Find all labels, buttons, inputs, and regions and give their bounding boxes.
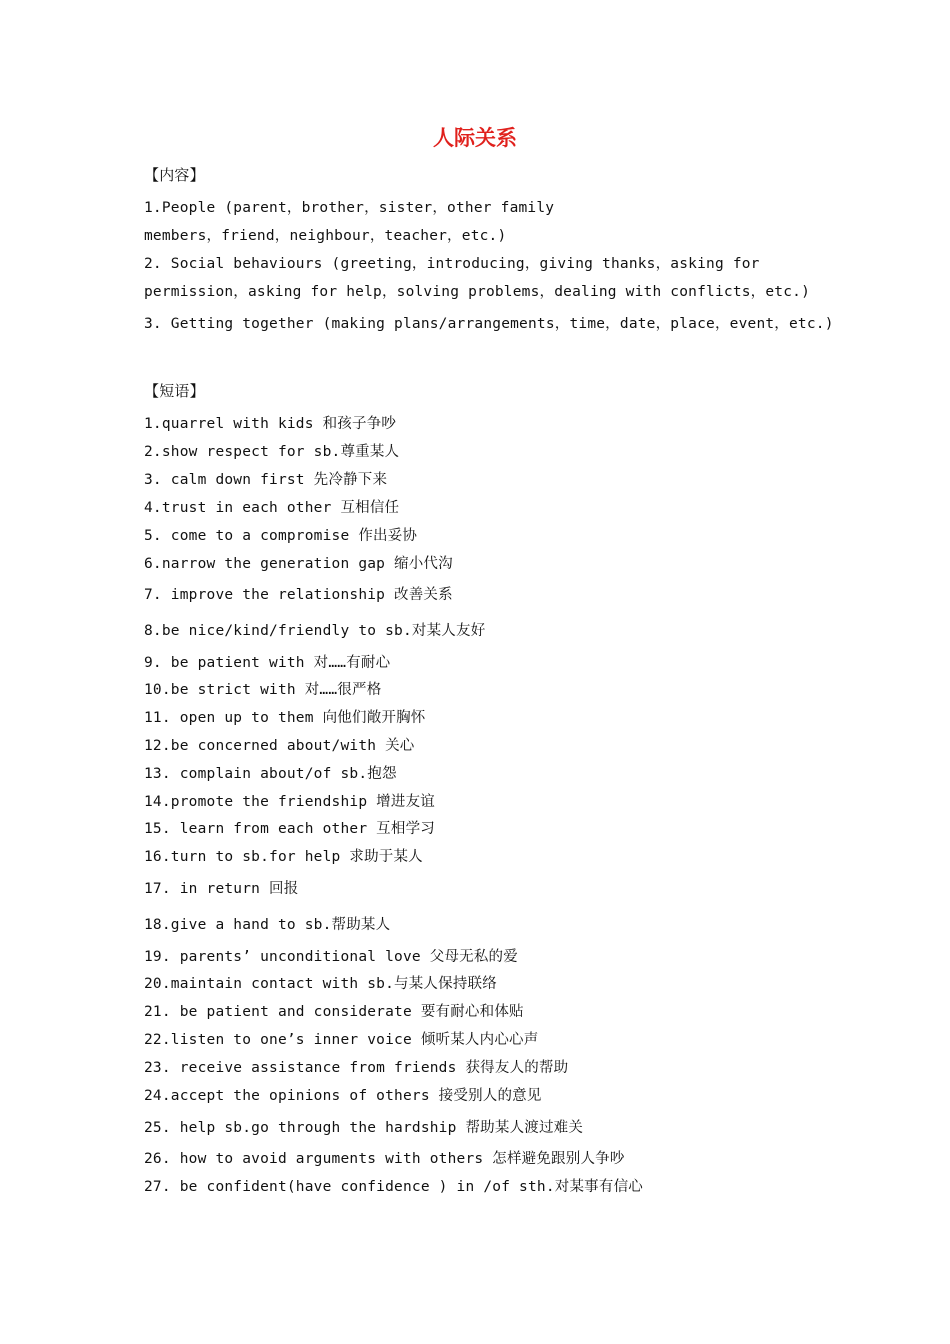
phrase-item: 17. in return 回报: [144, 881, 299, 897]
phrase-item: 15. learn from each other 互相学习: [144, 821, 435, 837]
content-line: permission，asking for help，solving problems，dealing with conflicts，etc.): [144, 284, 811, 300]
phrase-item: 11. open up to them 向他们敞开胸怀: [144, 710, 426, 726]
phrase-item: 9. be patient with 对……有耐心: [144, 655, 391, 671]
phrase-item: 16.turn to sb.for help 求助于某人: [144, 849, 423, 865]
phrase-item: 5. come to a compromise 作出妥协: [144, 528, 418, 544]
phrase-item: 2.show respect for sb.尊重某人: [144, 444, 400, 460]
content-line: members，friend，neighbour，teacher，etc.): [144, 228, 507, 244]
phrase-item: 19. parents’ unconditional love 父母无私的爱: [144, 949, 518, 965]
phrase-item: 4.trust in each other 互相信任: [144, 500, 400, 516]
phrase-item: 25. help sb.go through the hardship 帮助某人渡过难关: [144, 1120, 584, 1136]
content-line: 2. Social behaviours (greeting，introducing，giving thanks，asking for: [144, 256, 760, 272]
phrases-heading: 【短语】: [144, 382, 205, 400]
phrase-item: 8.be nice/kind/friendly to sb.对某人友好: [144, 623, 486, 639]
phrase-item: 23. receive assistance from friends 获得友人的帮助: [144, 1060, 569, 1076]
phrase-item: 6.narrow the generation gap 缩小代沟: [144, 556, 453, 572]
phrase-item: 26. how to avoid arguments with others 怎样避免跟别人争吵: [144, 1151, 625, 1167]
phrase-item: 12.be concerned about/with 关心: [144, 738, 415, 754]
content-heading: 【内容】: [144, 166, 205, 184]
page-title: 人际关系: [433, 126, 517, 150]
phrase-item: 13. complain about/of sb.抱怨: [144, 766, 397, 782]
phrase-item: 27. be confident(have confidence ) in /of sth.对某事有信心: [144, 1179, 643, 1195]
phrase-item: 7. improve the relationship 改善关系: [144, 587, 453, 603]
phrase-item: 3. calm down first 先冷静下来: [144, 472, 388, 488]
phrase-item: 18.give a hand to sb.帮助某人: [144, 917, 391, 933]
content-line: 3. Getting together (making plans/arrangements，time，date，place，event，etc.): [144, 316, 834, 332]
phrase-item: 20.maintain contact with sb.与某人保持联络: [144, 976, 497, 992]
content-line: 1.People (parent，brother，sister，other family: [144, 200, 555, 216]
phrase-item: 14.promote the friendship 增进友谊: [144, 794, 435, 810]
phrase-item: 10.be strict with 对……很严格: [144, 682, 382, 698]
phrase-item: 22.listen to one’s inner voice 倾听某人内心心声: [144, 1032, 539, 1048]
phrase-item: 1.quarrel with kids 和孩子争吵: [144, 416, 397, 432]
phrase-item: 21. be patient and considerate 要有耐心和体贴: [144, 1004, 524, 1020]
phrase-item: 24.accept the opinions of others 接受别人的意见: [144, 1088, 542, 1104]
